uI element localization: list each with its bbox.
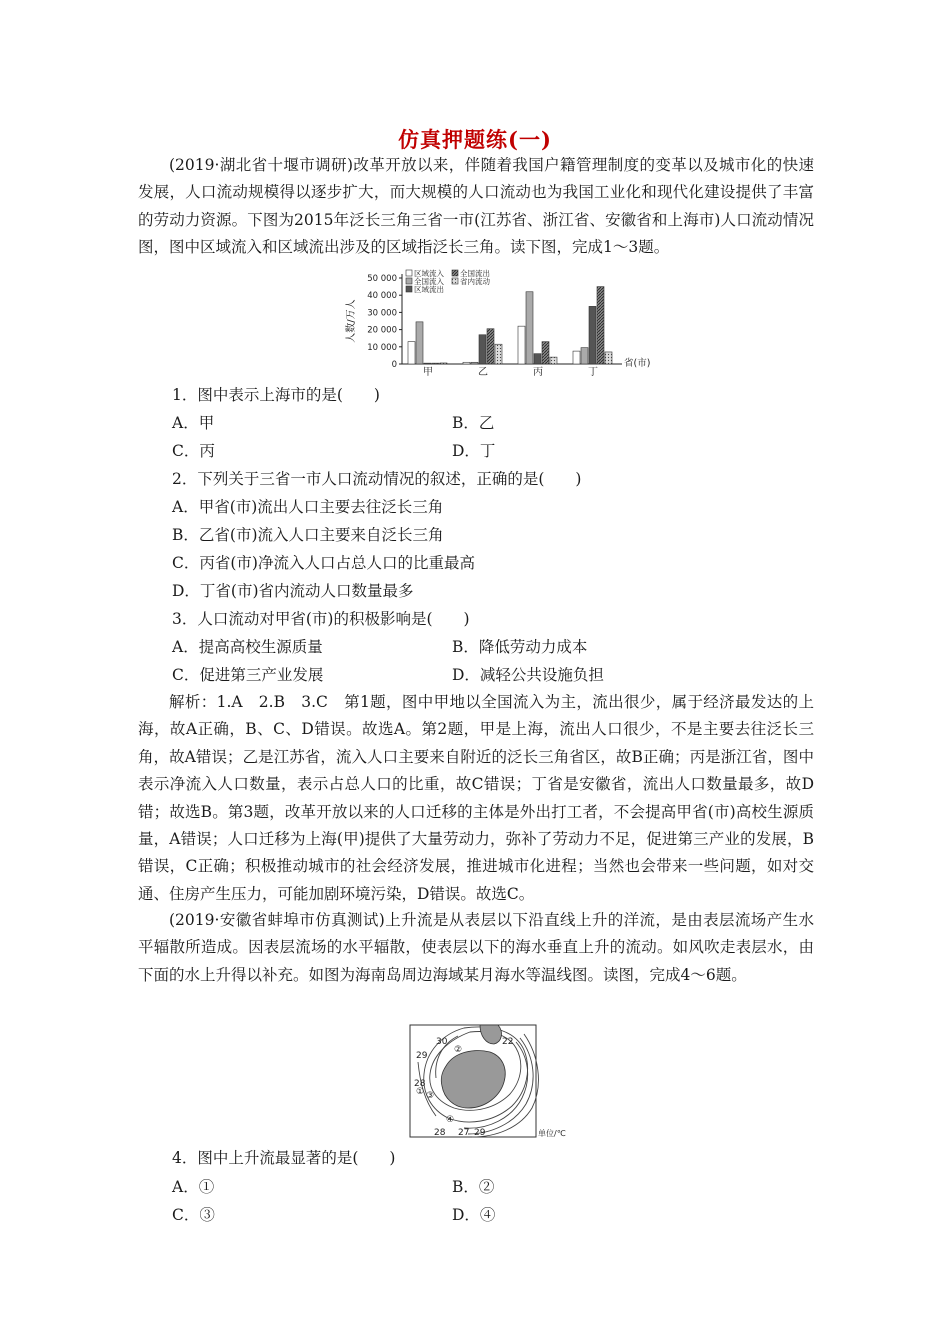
legend-label: 全国流入 bbox=[414, 277, 444, 286]
bar-丁-省内流动 bbox=[605, 352, 612, 364]
q1-option-a: A．甲 bbox=[172, 414, 215, 432]
x-tick-label: 甲 bbox=[423, 367, 433, 378]
leizhou-peninsula bbox=[480, 1025, 501, 1044]
analysis-paragraph: 解析：1.A 2.B 3.C 第1题，图中甲地以全国流入为主，流出很少，属于经济最发达的上海，故A正确，B、C、D错误。故选A。第2题，甲是上海，流出人口很少，不是主要去往泛长三角，故A错误；乙是江苏省，流入人口主要来自附近的泛长三角省区，故B正确；丙是浙江省，图中表示净流入人口数量，表示占总人口的比重，故C错误；丁省是安徽省，流出人口数量最多，故D错；故选B。第3题，改革开放以来的人口迁移的主体是外出打工者，不会提高甲省(市)高校生源质量，A错误；人口迁移为上海(甲)提供了大量劳动力，弥补了劳动力不足，促进第三产业的发展，B错误，C正确；积极推动城市的社会经济发展，推进城市化进程；当然也会带来一些问题，如对交通、住房产生压力，可能加剧环境污染，D错误。故选C。 bbox=[138, 693, 814, 903]
population-flow-chart bbox=[340, 266, 651, 378]
bar-丙-省内流动 bbox=[550, 357, 557, 364]
bar-丁-全国流出 bbox=[597, 287, 604, 364]
q2-option-a: A．甲省(市)流出人口主要去往泛长三角 bbox=[172, 498, 444, 516]
y-tick-label: 0 bbox=[391, 360, 397, 370]
map-label-30: 30 bbox=[436, 1037, 448, 1047]
bar-甲-全国流入 bbox=[416, 322, 423, 364]
q1-option-c: C．丙 bbox=[172, 442, 215, 460]
bar-乙-区域流入 bbox=[463, 362, 470, 364]
legend-swatch bbox=[406, 278, 412, 284]
bar-甲-区域流入 bbox=[408, 342, 415, 364]
bar-甲-区域流出 bbox=[424, 363, 431, 364]
map-label-29-south: 29 bbox=[474, 1128, 486, 1138]
q3-option-b: B．降低劳动力成本 bbox=[452, 638, 588, 656]
x-axis-label: 省(市) bbox=[624, 358, 651, 369]
map-label-28-south: 28 bbox=[434, 1128, 446, 1138]
q1-stem: 1．图中表示上海市的是( ) bbox=[172, 386, 380, 404]
bar-丁-区域流入 bbox=[573, 351, 580, 364]
q2-option-b: B．乙省(市)流入人口主要来自泛长三角 bbox=[172, 526, 444, 544]
q3-option-c: C．促进第三产业发展 bbox=[172, 666, 324, 684]
q2-stem: 2．下列关于三省一市人口流动情况的叙述，正确的是( ) bbox=[172, 470, 582, 488]
bar-甲-省内流动 bbox=[440, 363, 447, 364]
y-tick-label: 50 000 bbox=[367, 274, 397, 284]
q3-stem: 3．人口流动对甲省(市)的积极影响是( ) bbox=[172, 610, 470, 628]
marker-2: ② bbox=[454, 1045, 463, 1055]
bar-丙-全国流入 bbox=[526, 292, 533, 364]
bar-丁-全国流入 bbox=[581, 348, 588, 364]
q3-option-a: A．提高高校生源质量 bbox=[172, 638, 323, 656]
x-tick-label: 丙 bbox=[533, 367, 543, 378]
legend-label: 全国流出 bbox=[460, 269, 490, 278]
bar-丙-区域流出 bbox=[534, 354, 541, 364]
hainan-island bbox=[441, 1051, 505, 1108]
q4-option-d: D．④ bbox=[452, 1206, 496, 1224]
bar-乙-全国流入 bbox=[471, 362, 478, 364]
legend-label: 区域流出 bbox=[414, 285, 444, 294]
map-label-27: 27 bbox=[458, 1128, 470, 1138]
x-tick-label: 丁 bbox=[588, 367, 598, 378]
legend-label: 省内流动 bbox=[460, 277, 490, 286]
bar-丙-全国流出 bbox=[542, 342, 549, 364]
x-tick-label: 乙 bbox=[478, 367, 488, 378]
q1-option-d: D．丁 bbox=[452, 442, 496, 460]
q3-option-d: D．减轻公共设施负担 bbox=[452, 666, 604, 684]
q4-option-a: A．① bbox=[172, 1178, 215, 1196]
legend-swatch bbox=[452, 270, 458, 276]
marker-1: ① bbox=[416, 1087, 425, 1097]
map-label-29-west: 29 bbox=[416, 1051, 428, 1061]
bar-乙-省内流动 bbox=[495, 344, 502, 364]
y-tick-label: 20 000 bbox=[367, 325, 397, 336]
marker-4: ④ bbox=[446, 1115, 455, 1125]
hainan-isotherm-map bbox=[398, 1022, 578, 1140]
q2-option-d: D．丁省(市)省内流动人口数量最多 bbox=[172, 582, 414, 600]
q1-option-b: B．乙 bbox=[452, 414, 495, 432]
y-tick-label: 40 000 bbox=[367, 291, 397, 302]
bar-丁-区域流出 bbox=[589, 306, 596, 364]
map-label-28-west: 28 bbox=[414, 1079, 426, 1089]
intro-paragraph-1: (2019·湖北省十堰市调研)改革开放以来，伴随着我国户籍管理制度的变革以及城市化的快速发展，人口流动规模得以逐步扩大，而大规模的人口流动也为我国工业化和现代化建设提供了丰富的劳动力资源。下图为2015年泛长三角三省一市(江苏省、浙江省、安徽省和上海市)人口流动情况图，图中区域流入和区域流出涉及的区域指泛长三角。读下图，完成1～3题。 bbox=[138, 156, 814, 257]
bar-乙-区域流出 bbox=[479, 335, 486, 364]
intro-paragraph-2: (2019·安徽省蚌埠市仿真测试)上升流是从表层以下沿直线上升的洋流，是由表层流场产生水平辐散所造成。因表层流场的水平辐散，使表层以下的海水垂直上升的流动。如风吹走表层水，由下面的水上升得以补充。如图为海南岛周边海域某月海水等温线图。读图，完成4～6题。 bbox=[138, 911, 814, 984]
legend-label: 区域流入 bbox=[414, 269, 444, 278]
page-title: 仿真押题练(一) bbox=[398, 127, 552, 152]
bar-丙-区域流入 bbox=[518, 326, 525, 364]
bar-甲-全国流出 bbox=[432, 363, 439, 364]
legend-swatch bbox=[452, 278, 458, 284]
y-tick-label: 30 000 bbox=[367, 308, 397, 319]
y-axis-label: 人数/万人 bbox=[346, 299, 357, 343]
marker-3: ③ bbox=[426, 1091, 435, 1101]
y-tick-label: 10 000 bbox=[367, 342, 397, 353]
map-label-22: 22 bbox=[502, 1037, 514, 1047]
bar-乙-全国流出 bbox=[487, 329, 494, 364]
map-unit: 单位/℃ bbox=[538, 1129, 566, 1138]
q4-option-c: C．③ bbox=[172, 1206, 215, 1224]
q4-option-b: B．② bbox=[452, 1178, 495, 1196]
legend-swatch bbox=[406, 286, 412, 292]
legend-swatch bbox=[406, 270, 412, 276]
q4-stem: 4．图中上升流最显著的是( ) bbox=[172, 1149, 396, 1167]
q2-option-c: C．丙省(市)净流入人口占总人口的比重最高 bbox=[172, 554, 475, 572]
